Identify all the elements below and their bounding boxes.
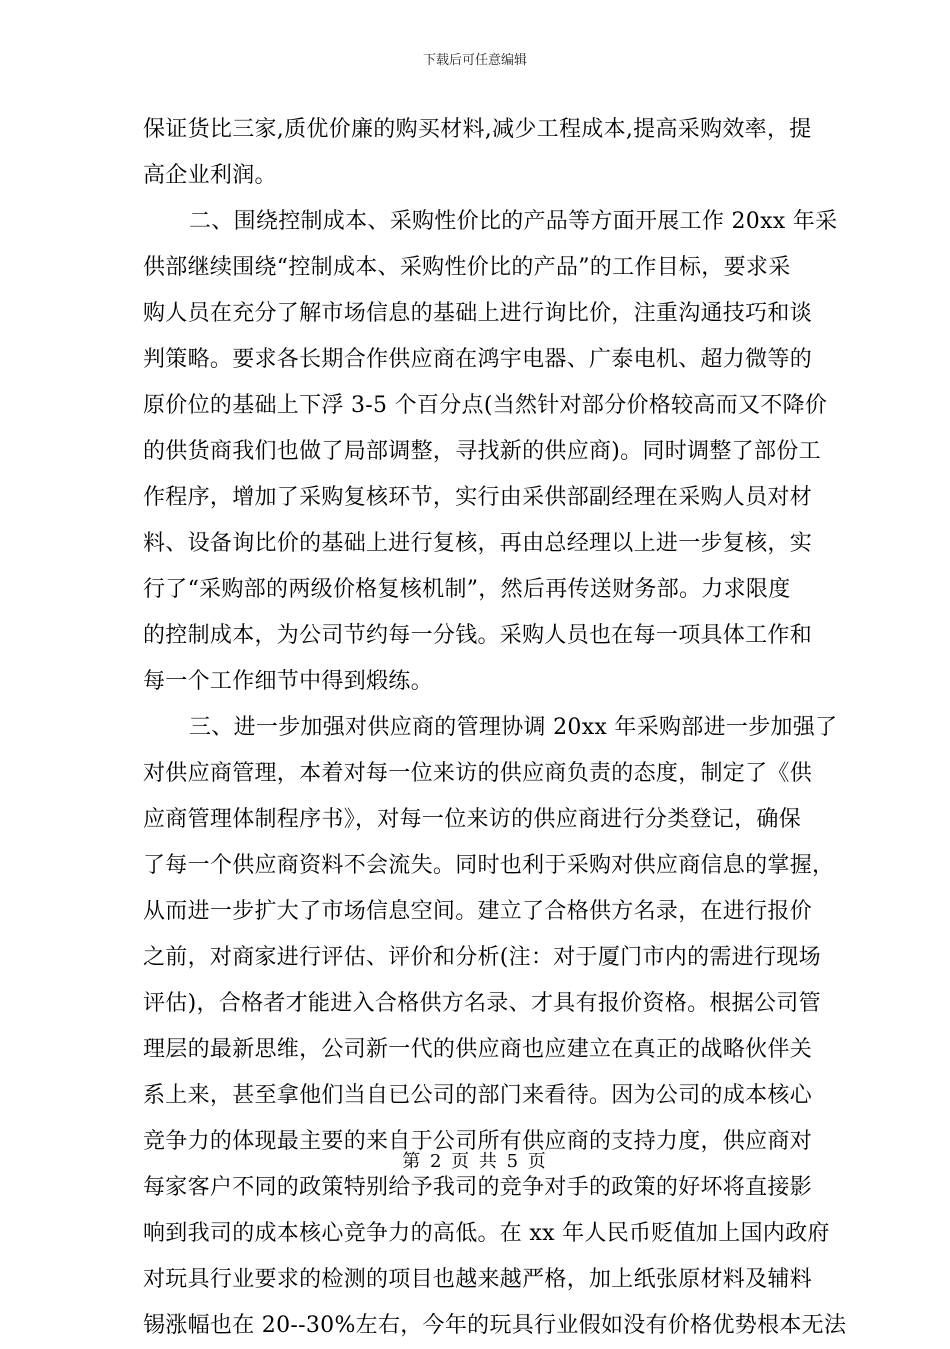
text-line: 每家客户不同的政策特别给予我司的竞争对手的政策的好坏将直接影 (143, 1175, 813, 1200)
text-line: 对玩具行业要求的检测的项目也越来越严格，加上纸张原材料及辅料 (143, 1267, 813, 1292)
text-line: 购人员在充分了解市场信息的基础上进行询比价，注重沟通技巧和谈 (143, 301, 813, 326)
text-line: 的控制成本，为公司节约每一分钱。采购人员也在每一项具体工作和 (143, 623, 813, 648)
text-line: 料、设备询比价的基础上进行复核，再由总经理以上进一步复核，实 (143, 531, 813, 556)
text-line: 了每一个供应商资料不会流失。同时也利于采购对供应商信息的掌握， (143, 853, 835, 878)
text-line: 作程序，增加了采购复核环节，实行由采供部副经理在采购人员对材 (143, 485, 813, 510)
text-line: 竞争力的体现最主要的来自于公司所有供应商的支持力度，供应商对 (143, 1129, 813, 1154)
text-line: 原价位的基础上下浮 3-5 个百分点(当然针对部分价格较高而又不降价 (143, 393, 828, 418)
text-line: 响到我司的成本核心竞争力的高低。在 xx 年人民币贬值加上国内政府 (143, 1221, 830, 1246)
page-number: 第 2 页 共 5 页 (402, 1151, 548, 1172)
text-line: 行了“采购部的两级价格复核机制”，然后再传送财务部。力求限度 (143, 577, 791, 602)
text-line: 锡涨幅也在 20--30%左右，今年的玩具行业假如没有价格优势根本无法 (143, 1313, 847, 1338)
text-line: 系上来，甚至拿他们当自已公司的部门来看待。因为公司的成本核心 (143, 1083, 813, 1108)
text-line: 高企业利润。 (143, 163, 277, 188)
text-line: 三、进一步加强对供应商的管理协调 20xx 年采购部进一步加强了 (189, 715, 838, 740)
text-line: 从而进一步扩大了市场信息空间。建立了合格供方名录，在进行报价 (143, 899, 813, 924)
text-line: 理层的最新思维，公司新一代的供应商也应建立在真正的战略伙伴关 (143, 1037, 813, 1062)
text-line: 对供应商管理，本着对每一位来访的供应商负责的态度，制定了《供 (143, 761, 813, 786)
page-header: 下载后可任意编辑 (422, 53, 527, 68)
text-line: 评估)，合格者才能进入合格供方名录、才具有报价资格。根据公司管 (143, 991, 821, 1016)
text-line: 之前，对商家进行评估、评价和分析(注：对于厦门市内的需进行现场 (143, 945, 821, 970)
text-line: 供部继续围绕“控制成本、采购性价比的产品”的工作目标，要求采 (143, 255, 791, 280)
text-line: 应商管理体制程序书》，对每一位来访的供应商进行分类登记，确保 (143, 807, 802, 832)
text-line: 二、围绕控制成本、采购性价比的产品等方面开展工作 20xx 年采 (189, 209, 838, 234)
text-line: 判策略。要求各长期合作供应商在鸿宇电器、广泰电机、超力微等的 (143, 347, 813, 372)
text-line: 每一个工作细节中得到煅练。 (143, 669, 433, 694)
text-line: 保证货比三家,质优价廉的购买材料,减少工程成本,提高采购效率，提 (143, 117, 812, 142)
text-line: 的供货商我们也做了局部调整，寻找新的供应商)。同时调整了部份工 (143, 439, 821, 464)
